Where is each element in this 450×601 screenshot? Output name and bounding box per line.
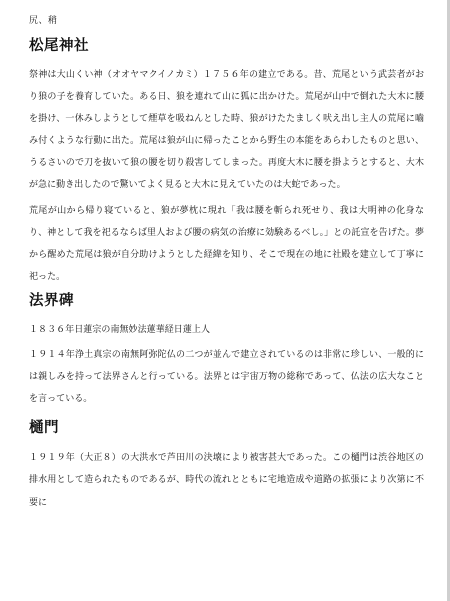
- section-title-shrine: 松尾神社: [29, 37, 89, 54]
- shrine-paragraph-2: 荒尾が山から帰り寝ていると、狼が夢枕に現れ「我は腰を斬られ死せり、我は大明神の化身なり、神として我を祀るならば里人および腰の病気の治療に効験あるべし。」との託宣を告げた。夢から醒めた荒尾は狼が自分助けようとした経緯を知り、そこで現在の地に社殿を建立して丁寧に祀った。: [29, 205, 424, 282]
- monument-paragraph-1: １８３６年日蓮宗の南無妙法蓮華経日蓮上人: [29, 324, 211, 335]
- section-title-sluice: 樋門: [29, 419, 59, 437]
- section-title-monument: 法界碑: [29, 291, 74, 309]
- monument-paragraph-2: １９１４年浄土真宗の南無阿弥陀仏の二つが並んで建立されているのは非常に珍しい、一般的には親しみを持って法界さんと行っている。法界とは宇宙万物の総称であって、仏法の広大なことを言っている。: [29, 350, 424, 405]
- page-header-text: 尻、稍: [29, 16, 58, 26]
- sluice-paragraph-1: １９１９年（大正８）の大洪水で芦田川の決壊により被害甚大であった。この樋門は渋谷地区の排水用として造られたものであるが、時代の流れとともに宅地造成や道路の拡張により次第に不要に: [29, 453, 424, 508]
- shrine-paragraph-1: 祭神は大山くい神（オオヤマクイノカミ）１７５６年の建立である。昔、荒尾という武芸者がおり狼の子を養育していた。ある日、狼を連れて山に狐に出かけた。荒尾が山中で倒れた大木に腰を掛け、一休みしようとして煙草を吸ねんとした時、狼がけたたましく吠え出し主人の荒尾に嚙み付くような行動に出た。荒尾は狼が山に帰ったことから野生の本能をあらわしたものと思い、うるさいので刀を抜いて狼の腰を切り殺害してしまった。再度大木に腰を掛ようとすると、大木が急に動き出したので驚いてよく見ると大木に見えていたのは大蛇であった。: [29, 70, 424, 191]
